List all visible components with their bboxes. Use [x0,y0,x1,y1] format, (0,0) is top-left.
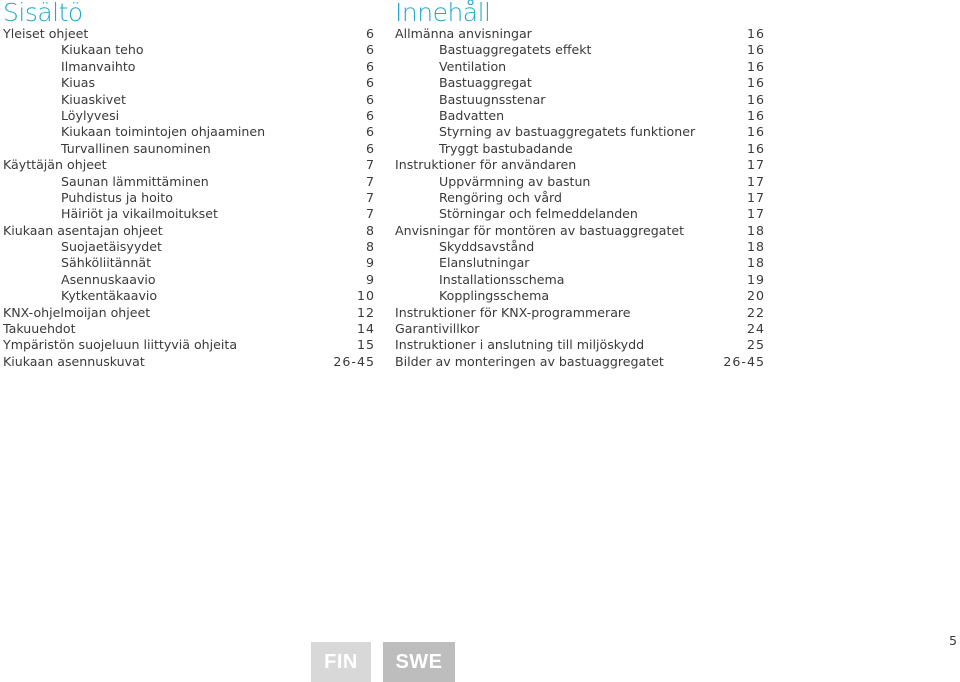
toc-entry-page: 7 [365,189,375,205]
toc-entry-label: Suojaetäisyydet [61,239,162,255]
toc-entry-label: Häiriöt ja vikailmoitukset [61,206,218,222]
toc-entry-page: 16 [746,42,765,58]
toc-swedish [395,0,765,370]
toc-entry[interactable] [395,157,765,173]
toc-entry[interactable] [395,223,765,239]
toc-entry-page: 16 [746,124,765,140]
toc-entry-label: Rengöring och vård [439,189,563,205]
toc-entry-page: 25 [746,337,765,353]
toc-entry-label: Bastuaggregatets effekt [439,42,592,58]
toc-entry-label: Puhdistus ja hoito [61,189,173,205]
toc-entry-page: 6 [365,140,375,156]
toc-subentry[interactable] [3,92,375,108]
toc-entry[interactable] [395,305,765,321]
toc-entry-page: 6 [365,75,375,91]
toc-subentry[interactable] [395,42,765,58]
toc-entry[interactable] [3,337,375,353]
toc-list-finnish [3,26,375,370]
toc-entry-label: Störningar och felmeddelanden [439,206,638,222]
toc-entry-page: 9 [365,271,375,287]
toc-subentry[interactable] [3,255,375,271]
toc-subentry[interactable] [395,190,765,206]
toc-entry-page: 16 [746,75,765,91]
toc-entry[interactable] [3,321,375,337]
toc-entry-page: 17 [746,206,765,222]
toc-entry-label: Installationsschema [439,271,565,287]
toc-heading-swedish: Innehåll [395,0,491,27]
toc-entry-label: Kiukaan asennuskuvat [3,353,145,369]
toc-entry-label: Skyddsavstånd [439,239,535,255]
toc-subentry[interactable] [395,206,765,222]
toc-entry-label: Tryggt bastubadande [439,140,573,156]
toc-entry-label: Bilder av monteringen av bastuaggregatet [395,353,664,369]
toc-subentry[interactable] [395,288,765,304]
toc-subentry[interactable] [3,239,375,255]
toc-entry-page: 7 [365,206,375,222]
toc-subentry[interactable] [3,272,375,288]
toc-entry-page: 24 [746,321,765,337]
toc-entry-page: 8 [365,222,375,238]
toc-subentry[interactable] [3,59,375,75]
toc-entry-page: 16 [746,26,765,41]
toc-entry-label: Kopplingsschema [439,288,550,304]
toc-entry-page: 17 [746,157,765,173]
toc-subentry[interactable] [395,141,765,157]
page-number: 5 [949,633,958,648]
toc-entry-page: 26-45 [333,353,375,369]
toc-entry-label: Anvisningar för montören av bastuaggregatet [395,222,685,238]
toc-entry-label: Instruktioner för användaren [395,157,577,173]
toc-entry-page: 22 [746,304,765,320]
toc-entry-page: 19 [746,271,765,287]
toc-entry-label: Kiukaan toimintojen ohjaaminen [61,124,266,140]
toc-entry-page: 6 [365,124,375,140]
toc-entry[interactable] [3,223,375,239]
toc-entry-label: Turvallinen saunominen [61,140,211,156]
toc-entry-label: Elanslutningar [439,255,530,271]
toc-heading-finnish: Sisältö [3,0,83,27]
toc-subentry[interactable] [395,108,765,124]
toc-finnish [3,0,375,370]
toc-entry-page: 7 [365,157,375,173]
toc-entry-label: Instruktioner i anslutning till miljöskydd [395,337,645,353]
toc-entry-page: 8 [365,239,375,255]
toc-list-swedish [395,26,765,370]
toc-entry-label: Asennuskaavio [61,271,156,287]
toc-entry-label: Ympäristön suojeluun liittyviä ohjeita [3,337,238,353]
toc-entry-page: 17 [746,173,765,189]
toc-entry-label: Bastuugnsstenar [439,91,546,107]
toc-entry-page: 18 [746,222,765,238]
toc-subentry[interactable] [395,59,765,75]
toc-entry-page: 14 [356,321,375,337]
toc-entry-page: 6 [365,42,375,58]
toc-entry-label: Bastuaggregat [439,75,532,91]
toc-entry-page: 17 [746,189,765,205]
toc-entry-page: 16 [746,58,765,74]
toc-entry[interactable] [3,157,375,173]
toc-entry-page: 12 [356,304,375,320]
toc-subentry[interactable] [3,108,375,124]
toc-entry-label: Saunan lämmittäminen [61,173,209,189]
toc-entry-label: Badvatten [439,107,505,123]
toc-entry-page: 18 [746,239,765,255]
toc-subentry[interactable] [3,75,375,91]
toc-subentry[interactable] [3,190,375,206]
toc-subentry[interactable] [395,272,765,288]
toc-entry[interactable] [395,337,765,353]
toc-entry-page: 20 [746,288,765,304]
toc-entry[interactable] [395,321,765,337]
toc-entry-label: Uppvärmning av bastun [439,173,591,189]
toc-entry[interactable] [395,354,765,370]
toc-subentry[interactable] [3,288,375,304]
toc-subentry[interactable] [3,141,375,157]
toc-entry-label: KNX-ohjelmoijan ohjeet [3,304,151,320]
toc-entry-page: 9 [365,255,375,271]
toc-entry-label: Instruktioner för KNX-programmerare [395,304,631,320]
toc-entry-page: 6 [365,91,375,107]
toc-entry-label: Garantivillkor [395,321,480,337]
toc-entry-page: 26-45 [723,353,765,369]
toc-entry-label: Ilmanvaihto [61,58,136,74]
toc-entry-label: Allmänna anvisningar [395,26,532,41]
language-tab-swe[interactable]: SWE [383,642,455,682]
toc-entry-label: Kiukaan asentajan ohjeet [3,222,163,238]
toc-subentry[interactable] [395,92,765,108]
toc-entry-page: 16 [746,91,765,107]
toc-subentry[interactable] [3,42,375,58]
toc-entry-page: 6 [365,107,375,123]
language-tab-fin[interactable]: FIN [311,642,371,682]
toc-entry-label: Löylyvesi [61,107,120,123]
toc-entry-page: 6 [365,58,375,74]
toc-subentry[interactable] [395,239,765,255]
toc-entry-page: 7 [365,173,375,189]
toc-entry-label: Sähköliitännät [61,255,152,271]
toc-entry-label: Kiuas [61,75,96,91]
toc-entry-page: 18 [746,255,765,271]
toc-entry-page: 6 [365,26,375,41]
toc-subentry[interactable] [3,124,375,140]
toc-entry-label: Yleiset ohjeet [3,26,89,41]
toc-entry[interactable] [3,354,375,370]
toc-entry-label: Takuuehdot [3,321,76,337]
toc-entry[interactable] [3,26,375,42]
toc-entry-label: Käyttäjän ohjeet [3,157,107,173]
toc-entry-page: 16 [746,107,765,123]
toc-entry-label: Ventilation [439,58,507,74]
toc-entry-page: 16 [746,140,765,156]
toc-entry[interactable] [395,26,765,42]
toc-subentry[interactable] [395,75,765,91]
toc-entry-label: Kiukaan teho [61,42,144,58]
toc-subentry[interactable] [395,124,765,140]
toc-entry-label: Styrning av bastuaggregatets funktioner [439,124,696,140]
toc-entry-label: Kiuaskivet [61,91,126,107]
toc-subentry[interactable] [395,255,765,271]
language-tabs [311,642,455,682]
toc-entry-page: 15 [356,337,375,353]
toc-subentry[interactable] [3,174,375,190]
toc-entry-label: Kytkentäkaavio [61,288,158,304]
toc-entry[interactable] [3,305,375,321]
toc-entry-page: 10 [356,288,375,304]
toc-subentry[interactable] [395,174,765,190]
toc-subentry[interactable] [3,206,375,222]
